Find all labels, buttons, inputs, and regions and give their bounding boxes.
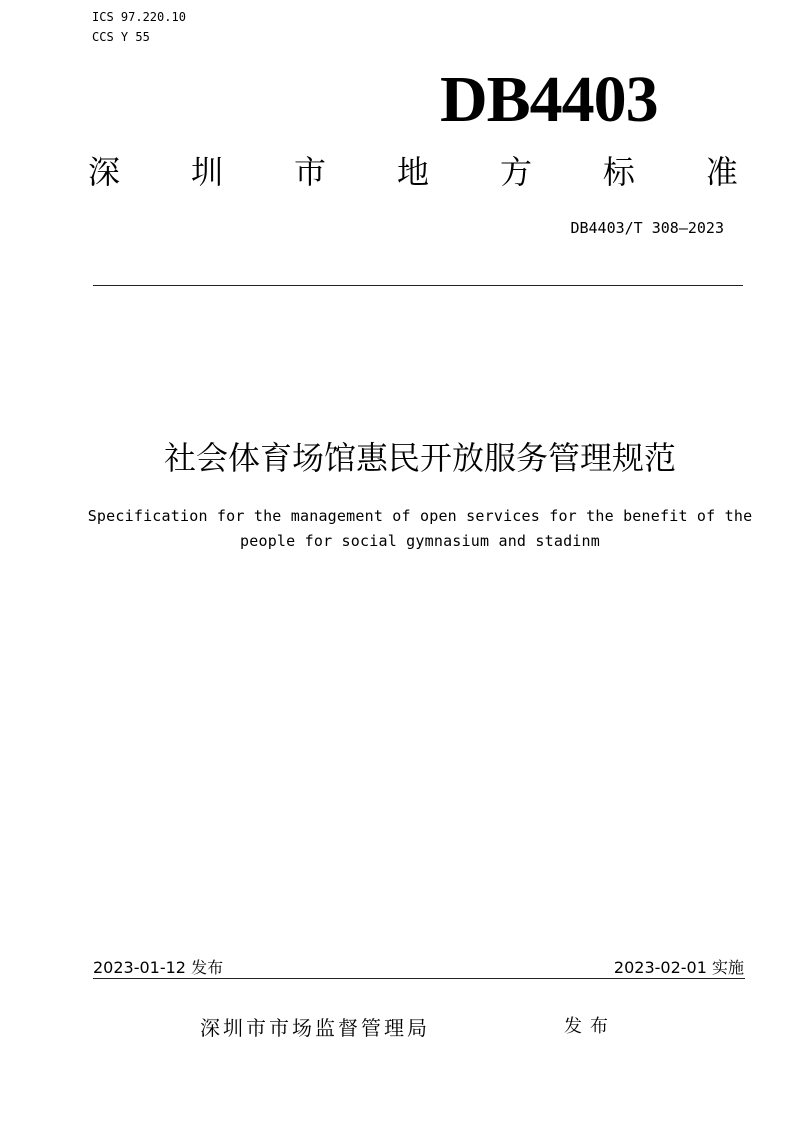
heading-char: 地 [396, 153, 429, 191]
bottom-divider [93, 978, 745, 979]
issuing-authority: 深圳市市场监督管理局 [200, 1016, 430, 1040]
heading-char: 准 [705, 153, 738, 191]
publish-date: 2023-01-12 发布 [93, 958, 224, 977]
english-title-line-1: Specification for the management of open services for the benefit of the [87, 507, 753, 525]
document-title-chinese: 社会体育场馆惠民开放服务管理规范 [163, 439, 676, 477]
ccs-code: CCS Y 55 [92, 30, 150, 44]
standard-code-large: DB4403 [440, 63, 658, 136]
document-title-english [80, 504, 760, 554]
top-divider [93, 285, 743, 286]
heading-char: 圳 [190, 153, 223, 191]
standard-number: DB4403/T 308—2023 [570, 219, 724, 237]
heading-char: 方 [499, 153, 532, 191]
local-standard-heading [88, 150, 738, 194]
implement-date: 2023-02-01 实施 [613, 958, 744, 977]
english-title-line-2: people for social gymnasium and stadinm [240, 532, 600, 550]
heading-char: 市 [293, 153, 326, 191]
issue-label: 发布 [564, 1016, 616, 1037]
heading-char: 标 [602, 153, 635, 191]
heading-char: 深 [88, 153, 121, 191]
ics-code: ICS 97.220.10 [92, 10, 186, 24]
